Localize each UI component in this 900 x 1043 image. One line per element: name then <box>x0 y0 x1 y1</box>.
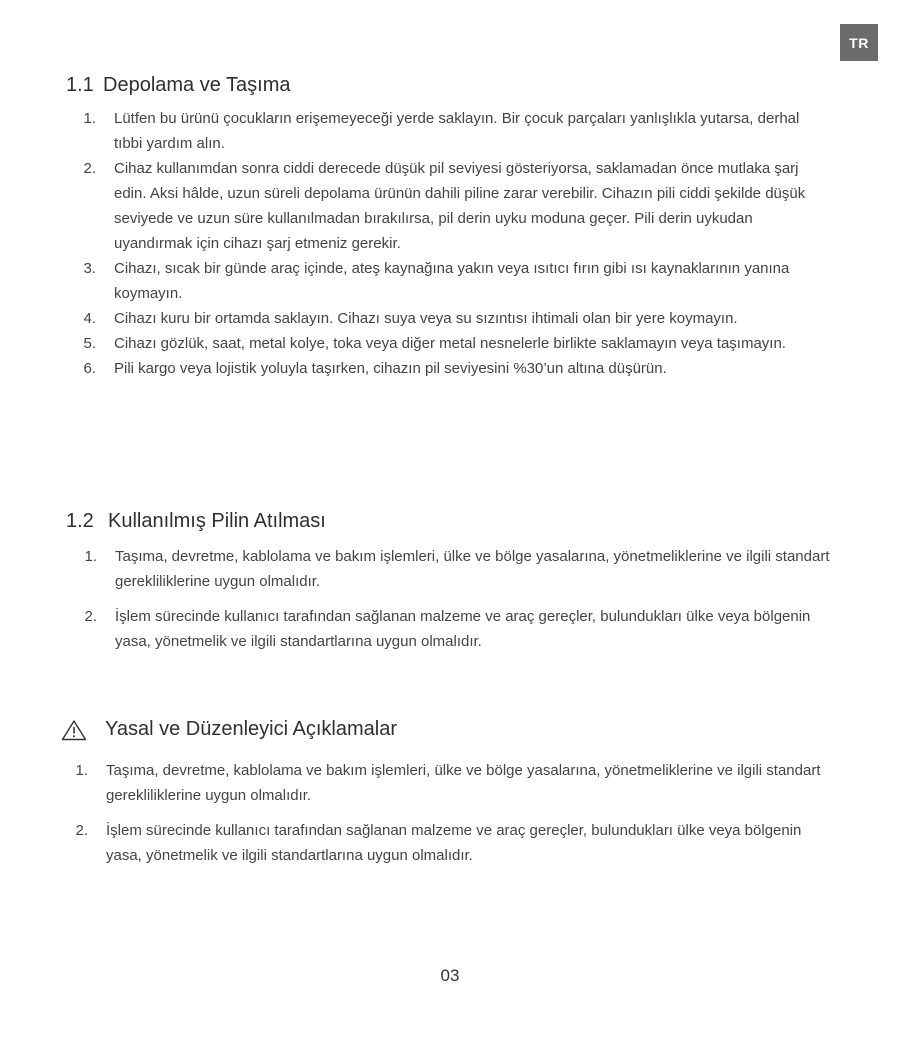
section-number: 1.1 <box>66 74 94 96</box>
list-item <box>83 156 829 256</box>
section-title: Depolama ve Taşıma <box>103 74 291 96</box>
section-title: Kullanılmış Pilin Atılması <box>108 510 326 532</box>
section-title: Yasal ve Düzenleyici Açıklamalar <box>105 718 397 740</box>
item-text: İşlem sürecinde kullanıcı tarafından sağlanan malzeme ve araç gereçler, bulundukları ülke veya bölgenin yasa, yönetmelik ve ilgili standartlarına uygun olmalıdır. <box>106 822 802 864</box>
list-item <box>83 306 829 331</box>
item-number: 1. <box>83 110 96 127</box>
list-item <box>83 106 829 156</box>
list-item <box>75 758 826 808</box>
list-item <box>83 256 829 306</box>
item-text: Taşıma, devretme, kablolama ve bakım işlemleri, ülke ve bölge yasalarına, yönetmeliklerine ve ilgili standart gerekliliklerine uygun olmalıdır. <box>115 548 830 590</box>
section-heading-legal <box>61 718 397 741</box>
item-text: Lütfen bu ürünü çocukların erişemeyeceği yerde saklayın. Bir çocuk parçaları yanlışlıkla yutarsa, derhal tıbbi yardım alın. <box>114 110 800 152</box>
item-text: Pili kargo veya lojistik yoluyla taşırken, cihazın pil seviyesini %30’un altına düşürün. <box>114 360 667 377</box>
item-text: Cihazı kuru bir ortamda saklayın. Cihazı suya veya su sızıntısı ihtimali olan bir yere koymayın. <box>114 310 738 327</box>
item-number: 6. <box>83 360 96 377</box>
list-item <box>75 818 826 868</box>
item-number: 4. <box>83 310 96 327</box>
section-heading-battery-disposal <box>66 510 326 533</box>
item-text: İşlem sürecinde kullanıcı tarafından sağlanan malzeme ve araç gereçler, bulundukları ülke veya bölgenin yasa, yönetmelik ve ilgili standartlarına uygun olmalıdır. <box>115 608 811 650</box>
legal-list <box>75 758 826 868</box>
section-heading-storage <box>66 74 291 97</box>
item-text: Taşıma, devretme, kablolama ve bakım işlemleri, ülke ve bölge yasalarına, yönetmeliklerine ve ilgili standart gerekliliklerine uygun olmalıdır. <box>106 762 821 804</box>
warning-triangle-icon <box>61 719 87 741</box>
list-item <box>84 604 835 654</box>
section-number: 1.2 <box>66 510 94 532</box>
item-number: 2. <box>75 822 88 839</box>
item-number: 2. <box>84 608 97 625</box>
item-number: 1. <box>84 548 97 565</box>
item-number: 2. <box>83 160 96 177</box>
item-text: Cihaz kullanımdan sonra ciddi derecede düşük pil seviyesi gösteriyorsa, saklamadan önce mutlaka şarj edin. Aksi hâlde, uzun süreli depolama ürünün dahili piline zarar verebilir. Cihazın pili ciddi şekilde düşük seviyede ve uzun süre kullanılmadan bırakılırsa, pil derin uyku moduna geçer. Pili derin uykudan uyandırmak için cihazı şarj etmeniz gerekir. <box>114 160 806 252</box>
storage-list <box>83 106 829 381</box>
list-item <box>83 356 829 381</box>
item-text: Cihazı gözlük, saat, metal kolye, toka veya diğer metal nesnelerle birlikte saklamayın veya taşımayın. <box>114 335 786 352</box>
disposal-list <box>84 544 835 654</box>
item-number: 5. <box>83 335 96 352</box>
item-text: Cihazı, sıcak bir günde araç içinde, ateş kaynağına yakın veya ısıtıcı fırın gibi ısı kaynaklarının yanına koymayın. <box>114 260 790 302</box>
item-number: 3. <box>83 260 96 277</box>
item-number: 1. <box>75 762 88 779</box>
list-item <box>83 331 829 356</box>
list-item <box>84 544 835 594</box>
page-number: 03 <box>440 966 460 985</box>
language-badge: TR <box>840 24 878 61</box>
